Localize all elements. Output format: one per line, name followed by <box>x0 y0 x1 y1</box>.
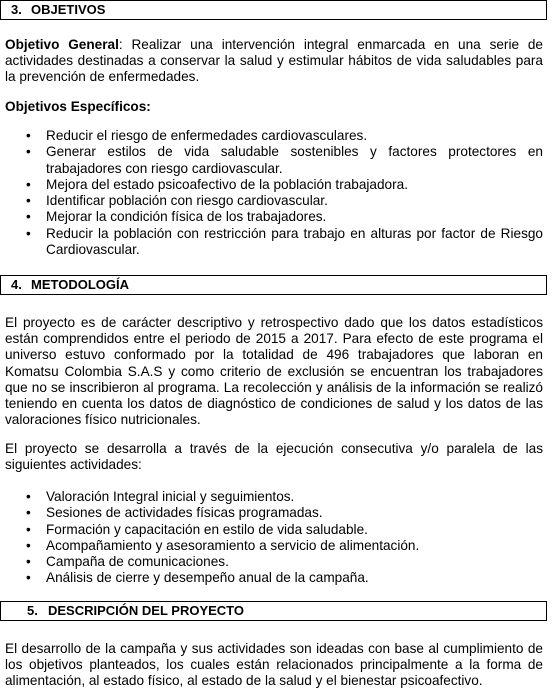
objetivo-general-text: : Realizar una intervención integral enmarcada en una serie de actividades destinadas a conservar la salud y estimular hábitos de vida saludables para la prevención de enfermedades. <box>5 37 543 85</box>
metodologia-paragraph-1: El proyecto es de carácter descriptivo y retrospectivo dado que los datos estadísticos están comprendidos entre el periodo de 2015 a 2017. Para efecto de este programa el universo estuvo conformado por la totalidad de 496 trabajadores que laboran en Komatsu Colombia S.A.S y como criterio de exclusión se encuentran los trabajadores que no se inscribieron al programa. La recolección y análisis de la información se realizó teniendo en cuenta los datos de diagnóstico de condiciones de salud y los datos de las valoraciones físico nutricionales. <box>5 315 543 428</box>
actividades-list <box>0 489 543 587</box>
list-item: • Sesiones de actividades físicas programadas. <box>0 505 543 521</box>
objetivo-general-label: Objetivo General <box>5 37 119 52</box>
section-header-metodologia <box>0 275 547 295</box>
objetivo-general-paragraph <box>5 37 543 86</box>
list-item: • Campaña de comunicaciones. <box>0 554 543 570</box>
section-number: 5. <box>27 603 38 618</box>
list-item: • Generar estilos de vida saludable sostenibles y factores protectores en trabajadores con riesgo cardiovascular. <box>0 144 543 177</box>
section-number: 3. <box>11 2 22 17</box>
list-item: • Identificar población con riesgo cardiovascular. <box>0 193 543 209</box>
section-title: DESCRIPCIÓN DEL PROYECTO <box>48 603 244 618</box>
descripcion-paragraph: El desarrollo de la campaña y sus actividades son ideadas con base al cumplimiento de los objetivos planteados, los cuales están relacionados principalmente a la forma de alimentación, al estado físico, al estado de la salud y el bienestar psicoafectivo. <box>5 641 543 689</box>
section-title: OBJETIVOS <box>31 2 106 17</box>
list-item: • Valoración Integral inicial y seguimientos. <box>0 489 543 505</box>
section-header-descripcion <box>0 601 547 621</box>
list-item: • Mejorar la condición física de los trabajadores. <box>0 209 543 225</box>
list-item: • Análisis de cierre y desempeño anual de la campaña. <box>0 570 543 586</box>
list-item: • Reducir la población con restricción para trabajo en alturas por factor de Riesgo Cardiovascular. <box>0 226 543 259</box>
list-item: • Mejora del estado psicoafectivo de la población trabajadora. <box>0 177 543 193</box>
objetivos-especificos-label: Objetivos Específicos: <box>5 99 151 114</box>
section-title: METODOLOGÍA <box>31 277 129 292</box>
list-item: • Reducir el riesgo de enfermedades cardiovasculares. <box>0 128 543 144</box>
list-item: • Acompañamiento y asesoramiento a servicio de alimentación. <box>0 538 543 554</box>
section-number: 4. <box>11 277 22 292</box>
objetivos-especificos-list <box>0 128 543 258</box>
metodologia-paragraph-2: El proyecto se desarrolla a través de la ejecución consecutiva y/o paralela de las siguientes actividades: <box>5 441 543 473</box>
section-header-objetivos <box>0 0 547 20</box>
list-item: • Formación y capacitación en estilo de vida saludable. <box>0 522 543 538</box>
